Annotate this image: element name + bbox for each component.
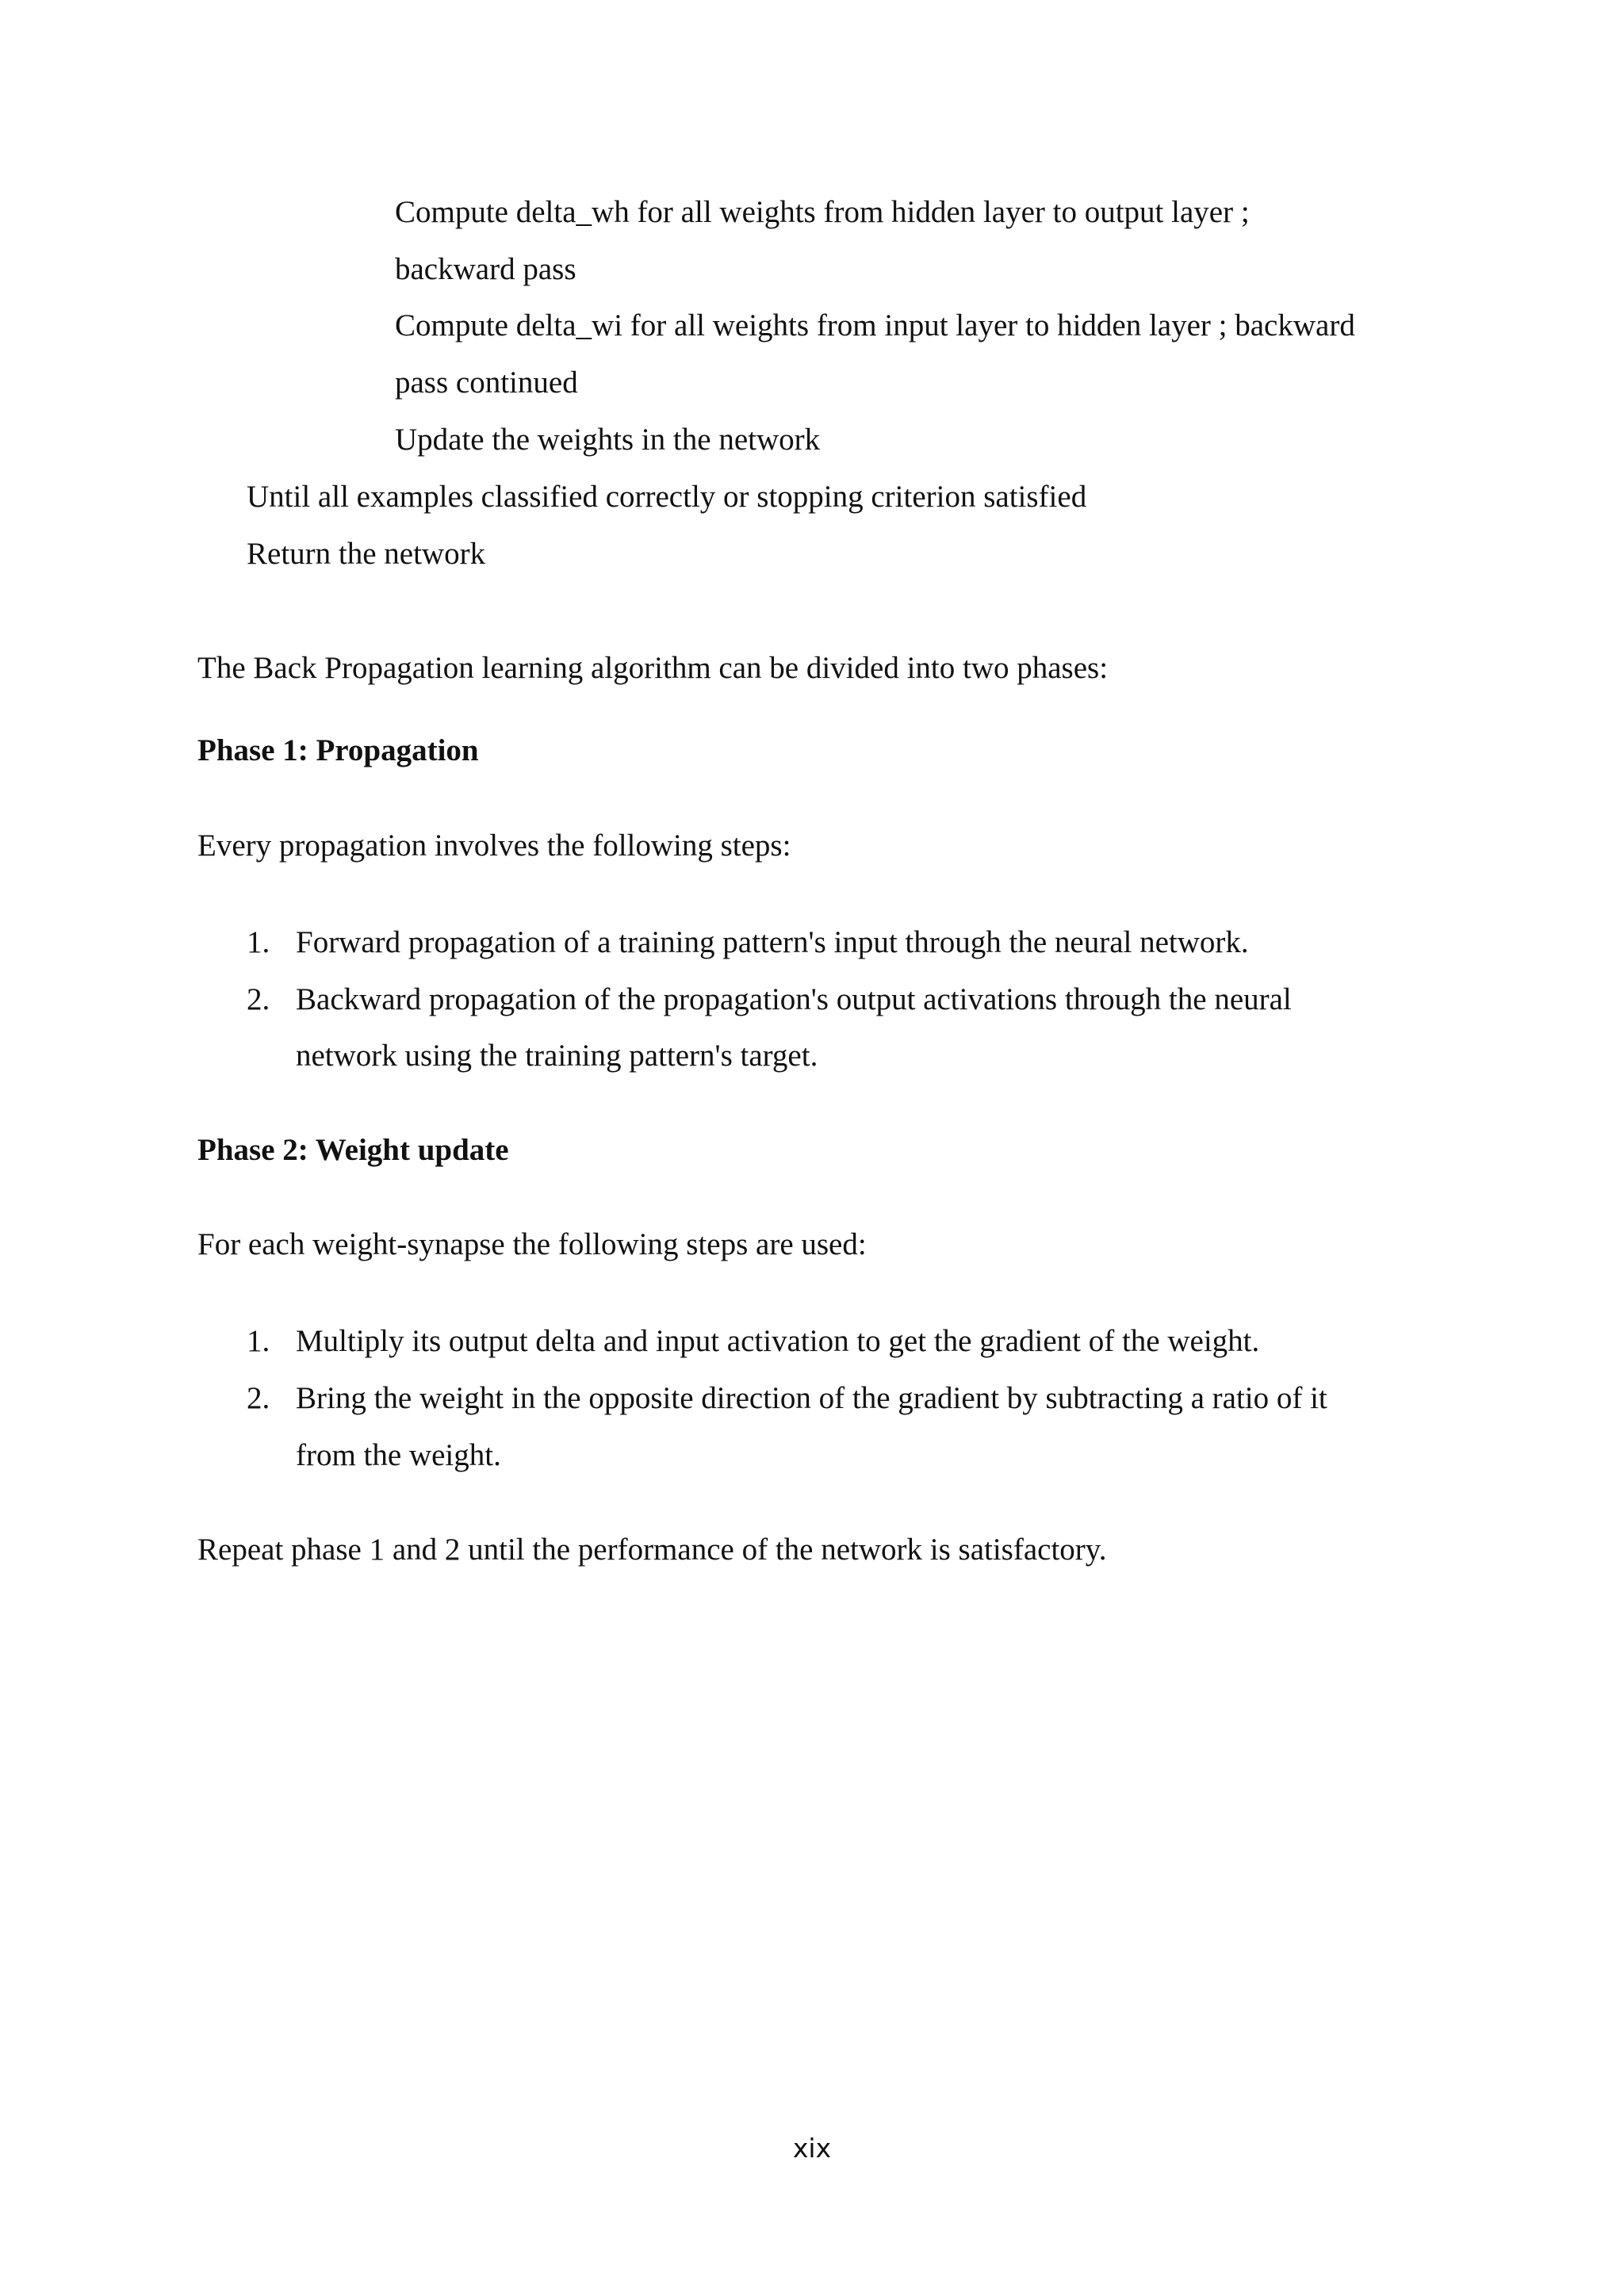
pseudocode-inner-line: Compute delta_wh for all weights from hidden layer to output layer ; [395,195,1250,229]
phase2-item-text: Multiply its output delta and input activation to get the gradient of the weight. [296,1324,1260,1358]
pseudocode-outer-line: Return the network [247,537,486,571]
pseudocode-outer-line: Until all examples classified correctly or stopping criterion satisfied [247,480,1087,514]
phase1-item-text: network using the training pattern's target. [296,1039,818,1073]
closing-paragraph: Repeat phase 1 and 2 until the performance of the network is satisfactory. [197,1533,1107,1567]
phase1-item-text: Forward propagation of a training pattern's input through the neural network. [296,925,1249,959]
pseudocode-inner-line: backward pass [395,252,576,286]
pseudocode-inner-line: Compute delta_wi for all weights from input layer to hidden layer ; backward [395,308,1355,342]
phase1-intro: Every propagation involves the following steps: [197,828,791,863]
phase2-heading: Phase 2: Weight update [197,1133,509,1167]
phase1-item-number: 2. [247,982,270,1016]
phase2-item-text: Bring the weight in the opposite direction of the gradient by subtracting a ratio of it [296,1381,1327,1415]
pseudocode-inner-line: pass continued [395,365,578,400]
phase1-item-text: Backward propagation of the propagation's output activations through the neural [296,982,1292,1016]
phase2-intro: For each weight-synapse the following steps are used: [197,1227,867,1261]
phase2-item-text: from the weight. [296,1438,501,1472]
intro-paragraph: The Back Propagation learning algorithm can be divided into two phases: [197,651,1109,685]
page-number: xix [792,2133,832,2164]
phase1-item-number: 1. [247,925,270,959]
pseudocode-inner-line: Update the weights in the network [395,423,821,457]
phase1-heading: Phase 1: Propagation [197,733,479,767]
phase2-item-number: 1. [247,1324,270,1358]
phase2-item-number: 2. [247,1381,270,1415]
